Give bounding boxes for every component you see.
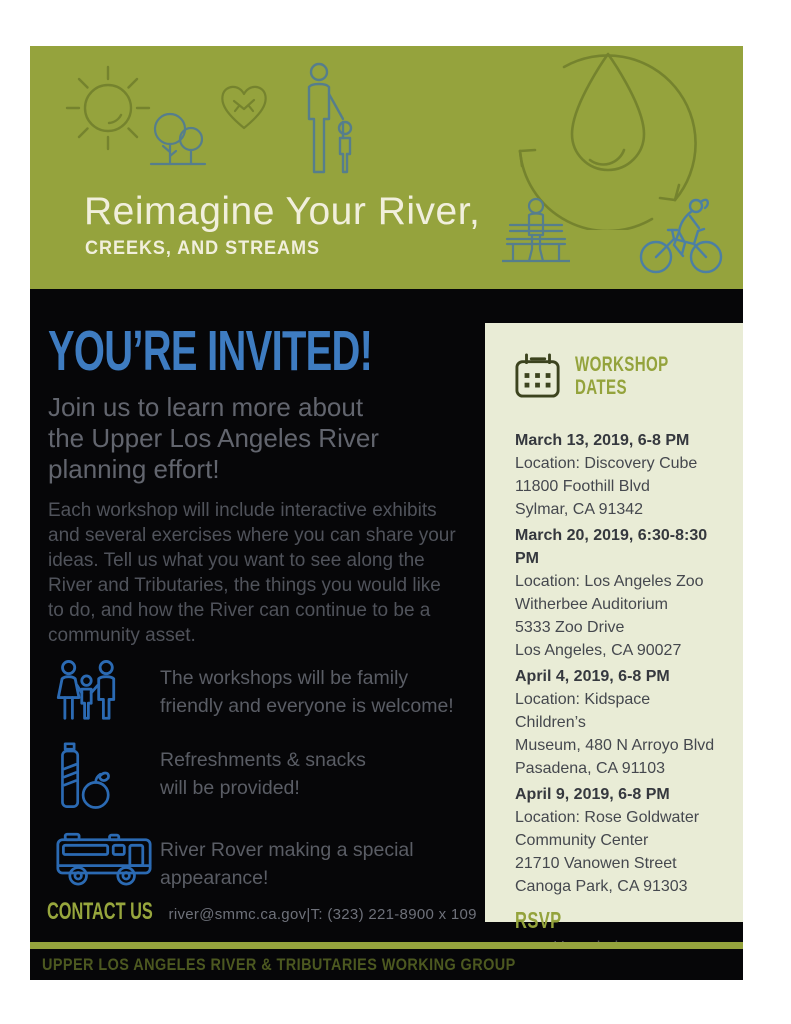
intro-text (48, 392, 500, 485)
workshop-detail-line: 5333 Zoo Drive (515, 619, 625, 636)
workshop-dates-heading (575, 353, 669, 399)
refreshments-icon (48, 742, 160, 812)
workshop-detail-line: Location: Discovery Cube (515, 455, 698, 472)
contact-row (47, 898, 477, 926)
workshop-list (515, 429, 725, 898)
workshop-entry (515, 783, 725, 898)
feature-text: River Rover making a special appearance! (160, 839, 414, 889)
workshop-detail-line: 11800 Foothill Blvd (515, 478, 650, 495)
text-line: Join us to learn more about (48, 392, 364, 422)
feature-text: Refreshments & snacks will be provided! (160, 749, 366, 799)
feature-item (48, 832, 500, 892)
workshop-detail-line: 21710 Vanowen Street (515, 855, 677, 872)
text-line: community asset. (48, 625, 196, 646)
handshake-icon (215, 76, 273, 132)
footer-divider (30, 942, 743, 949)
workshop-date: April 4, 2019, 6-8 PM (515, 668, 670, 685)
footer-bar (30, 949, 743, 980)
family-icon (48, 660, 160, 722)
text-line: to do, and how the River can continue to be a (48, 600, 431, 621)
sun-icon (65, 65, 151, 151)
workshop-detail-line: Location: Los Angeles Zoo (515, 573, 704, 590)
main-section (30, 289, 743, 942)
contact-phone: T: (323) 221-8900 x 109 (310, 906, 477, 923)
workshop-detail-line: Los Angeles, CA 90027 (515, 642, 682, 659)
text-line: Each workshop will include interactive exhibits (48, 500, 437, 521)
feature-item (48, 660, 500, 722)
description-text (48, 498, 500, 648)
text-line: River and Tributaries, the things you would like (48, 575, 441, 596)
flyer-title: Reimagine Your River, (84, 190, 481, 233)
contact-email-link[interactable]: river@smmc.ca.gov (168, 906, 307, 923)
feature-item (48, 742, 500, 812)
workshop-entry (515, 429, 725, 521)
flyer-subtitle: CREEKS, AND STREAMS (85, 238, 321, 259)
sidebar-header (515, 353, 725, 399)
workshop-sidebar (485, 323, 743, 933)
rsvp-heading: RSVP (515, 907, 562, 933)
feature-text: The workshops will be family friendly and everyone is welcome! (160, 667, 454, 717)
footer-organization: UPPER LOS ANGELES RIVER & TRIBUTARIES WORKING GROUP (42, 954, 516, 974)
workshop-date: March 13, 2019, 6-8 PM (515, 432, 690, 449)
contact-separator: | (306, 906, 311, 923)
contact-us-heading: CONTACT US (47, 898, 153, 925)
feature-list (48, 660, 500, 892)
workshop-detail-line: Location: Rose Goldwater (515, 809, 700, 826)
workshop-date: April 9, 2019, 6-8 PM (515, 786, 670, 803)
text-line: the Upper Los Angeles River (48, 423, 379, 453)
text-line: planning effort! (48, 454, 220, 484)
trees-icon (148, 106, 208, 170)
workshop-detail-line: Museum, 480 N Arroyo Blvd (515, 737, 715, 754)
workshop-entry (515, 524, 725, 662)
flyer-content (30, 46, 743, 980)
workshop-detail-line: Sylmar, CA 91342 (515, 501, 644, 518)
workshop-entry (515, 665, 725, 780)
person-on-bench-icon (502, 197, 570, 265)
invited-heading: YOU’RE INVITED! (48, 319, 373, 383)
workshop-detail-line: Community Center (515, 832, 649, 849)
invite-column (48, 319, 500, 912)
header-banner (30, 46, 743, 289)
text-line: and several exercises where you can share your (48, 525, 456, 546)
adult-child-icon (298, 62, 354, 176)
text-line: WORKSHOP (575, 353, 669, 376)
text-line: DATES (575, 376, 627, 399)
workshop-detail-line: Location: Kidspace Children’s (515, 691, 651, 731)
workshop-detail-line: Witherbee Auditorium (515, 596, 668, 613)
calendar-icon (515, 353, 561, 399)
cyclist-icon (639, 194, 723, 274)
text-line: ideas. Tell us what you want to see along the (48, 550, 425, 571)
workshop-date: March 20, 2019, 6:30-8:30 PM (515, 527, 708, 567)
workshop-detail-line: Canoga Park, CA 91303 (515, 878, 688, 895)
workshop-detail-line: Pasadena, CA 91103 (515, 760, 666, 777)
river-rover-icon (48, 832, 160, 890)
